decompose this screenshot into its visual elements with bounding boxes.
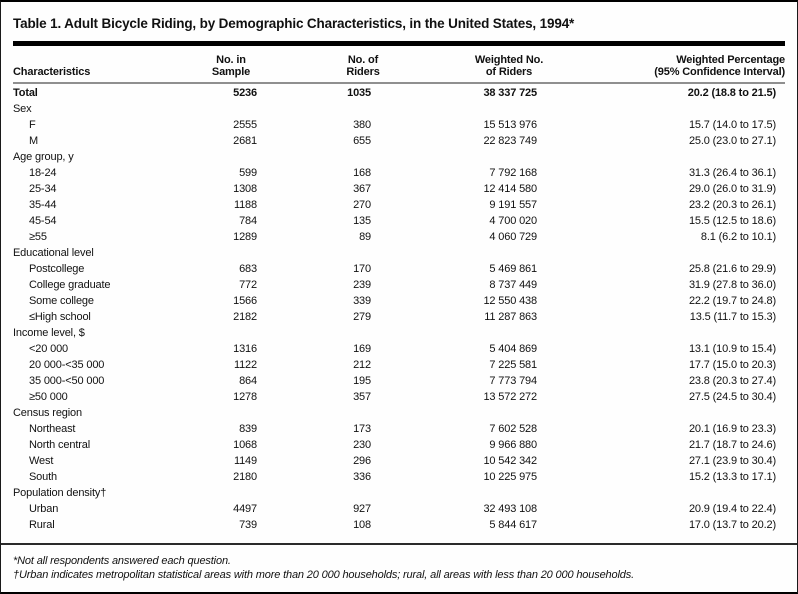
cell-weighted-no: 10 225 975 (483, 471, 537, 483)
cell-characteristic: ≤High school (29, 311, 91, 323)
cell-weighted-no: 15 513 976 (483, 119, 537, 131)
table-row (13, 181, 787, 197)
column-header-no-in-sample (212, 54, 250, 78)
cell-no-of-riders (257, 485, 371, 501)
cell-weighted-no: 22 823 749 (483, 135, 537, 147)
table-row (13, 309, 787, 325)
cell-no-of-riders: 173 (353, 423, 371, 435)
cell-characteristic: Educational level (13, 247, 94, 259)
cell-no-of-riders: 357 (353, 391, 371, 403)
cell-characteristic: Sex (13, 103, 32, 115)
cell-no-in-sample: 864 (239, 375, 257, 387)
cell-no-in-sample: 2182 (233, 311, 257, 323)
table-body (13, 85, 787, 533)
cell-weighted-percentage: 13.5 (11.7 to 15.3) (689, 311, 776, 323)
cell-weighted-no: 5 844 617 (489, 519, 537, 531)
cell-no-of-riders: 212 (353, 359, 371, 371)
cell-characteristic: 45-54 (29, 215, 57, 227)
cell-no-of-riders: 339 (353, 295, 371, 307)
cell-weighted-percentage: 20.9 (19.4 to 22.4) (688, 503, 776, 515)
cell-weighted-no (371, 325, 537, 341)
table-row (13, 101, 787, 117)
cell-weighted-no: 8 737 449 (489, 279, 537, 291)
table-row (13, 197, 787, 213)
cell-no-of-riders: 279 (353, 311, 371, 323)
cell-no-of-riders: 1035 (347, 87, 371, 99)
cell-no-of-riders: 195 (353, 375, 371, 387)
table-row (13, 517, 787, 533)
cell-no-of-riders: 270 (353, 199, 371, 211)
header-line-1: No. of (347, 54, 379, 66)
cell-characteristic: North central (29, 439, 91, 451)
table-row (13, 213, 787, 229)
header-line-2: Sample (211, 66, 251, 78)
demographics-table (13, 85, 787, 533)
cell-weighted-no: 38 337 725 (483, 87, 537, 99)
cell-no-in-sample (163, 149, 257, 165)
footnotes (1, 545, 797, 582)
cell-weighted-no: 7 602 528 (489, 423, 537, 435)
cell-weighted-percentage (537, 245, 787, 261)
cell-no-in-sample (163, 325, 257, 341)
footnote-asterisk: *Not all respondents answered each question. (13, 555, 231, 567)
cell-no-of-riders: 135 (353, 215, 371, 227)
table-row (13, 501, 787, 517)
cell-weighted-percentage: 20.2 (18.8 to 21.5) (687, 87, 776, 99)
cell-no-of-riders: 296 (353, 455, 371, 467)
cell-no-in-sample: 683 (239, 263, 257, 275)
column-header-weighted-percentage (654, 54, 785, 78)
cell-no-in-sample (163, 405, 257, 421)
cell-characteristic: 35 000-<50 000 (29, 375, 105, 387)
cell-weighted-percentage (537, 325, 787, 341)
cell-no-in-sample: 1308 (233, 183, 257, 195)
cell-weighted-no: 5 404 869 (489, 343, 537, 355)
cell-no-in-sample: 1316 (233, 343, 257, 355)
cell-characteristic: Population density† (13, 487, 107, 499)
table-row (13, 373, 787, 389)
table-row (13, 325, 787, 341)
table-row (13, 293, 787, 309)
cell-weighted-no: 12 414 580 (483, 183, 537, 195)
cell-weighted-no (371, 101, 537, 117)
cell-no-in-sample (163, 101, 257, 117)
cell-weighted-no: 9 966 880 (489, 439, 537, 451)
cell-characteristic: Postcollege (29, 263, 85, 275)
cell-weighted-percentage (537, 405, 787, 421)
cell-no-in-sample (163, 485, 257, 501)
cell-no-in-sample: 784 (239, 215, 257, 227)
column-header-characteristics: Characteristics (13, 66, 91, 78)
table-row (13, 421, 787, 437)
cell-weighted-percentage (537, 101, 787, 117)
cell-weighted-percentage: 17.0 (13.7 to 20.2) (688, 519, 776, 531)
cell-no-of-riders: 89 (359, 231, 371, 243)
header-line-1: No. in (216, 54, 246, 66)
cell-no-in-sample: 4497 (233, 503, 257, 515)
cell-weighted-no: 10 542 342 (483, 455, 537, 467)
table-row (13, 469, 787, 485)
header-line-2: (95% Confidence Interval) (654, 66, 785, 78)
cell-no-of-riders: 655 (353, 135, 371, 147)
cell-no-of-riders: 169 (353, 343, 371, 355)
cell-characteristic: Some college (29, 295, 94, 307)
column-header-no-of-riders (346, 54, 379, 78)
cell-no-in-sample: 599 (239, 167, 257, 179)
table-row (13, 245, 787, 261)
cell-characteristic: ≥55 (29, 231, 47, 243)
cell-weighted-percentage: 20.1 (16.9 to 23.3) (688, 423, 776, 435)
cell-no-of-riders: 108 (353, 519, 371, 531)
cell-characteristic: College graduate (29, 279, 111, 291)
cell-characteristic: 25-34 (29, 183, 57, 195)
cell-weighted-percentage (537, 485, 787, 501)
cell-weighted-no: 7 792 168 (489, 167, 537, 179)
cell-no-of-riders: 170 (353, 263, 371, 275)
cell-no-of-riders: 380 (353, 119, 371, 131)
cell-weighted-no: 9 191 557 (489, 199, 537, 211)
cell-no-of-riders: 336 (353, 471, 371, 483)
header-line-2: of Riders (485, 66, 533, 78)
cell-weighted-percentage: 8.1 (6.2 to 10.1) (700, 231, 776, 243)
cell-weighted-no (371, 245, 537, 261)
table-row (13, 341, 787, 357)
cell-weighted-no: 4 060 729 (489, 231, 537, 243)
cell-weighted-no: 32 493 108 (483, 503, 537, 515)
cell-weighted-percentage: 17.7 (15.0 to 20.3) (688, 359, 776, 371)
cell-weighted-no (371, 149, 537, 165)
cell-weighted-percentage: 23.8 (20.3 to 27.4) (688, 375, 776, 387)
cell-characteristic: Northeast (29, 423, 76, 435)
cell-no-of-riders (257, 325, 371, 341)
cell-weighted-no: 7 225 581 (489, 359, 537, 371)
cell-characteristic: Total (13, 87, 38, 99)
cell-weighted-no: 12 550 438 (483, 295, 537, 307)
cell-no-in-sample: 1068 (233, 439, 257, 451)
cell-weighted-percentage: 15.5 (12.5 to 18.6) (688, 215, 776, 227)
cell-no-in-sample: 1188 (233, 199, 257, 211)
cell-characteristic: ≥50 000 (29, 391, 68, 403)
footnote-dagger: †Urban indicates metropolitan statistical areas with more than 20 000 households; rural, all areas with less than 20 000 households. (13, 569, 635, 581)
cell-weighted-percentage (537, 149, 787, 165)
cell-weighted-percentage: 31.9 (27.8 to 36.0) (688, 279, 776, 291)
cell-weighted-percentage: 21.7 (18.7 to 24.6) (688, 439, 776, 451)
table-row (13, 165, 787, 181)
table-row (13, 149, 787, 165)
cell-weighted-percentage: 27.5 (24.5 to 30.4) (688, 391, 776, 403)
cell-weighted-no: 7 773 794 (489, 375, 537, 387)
cell-no-in-sample: 5236 (233, 87, 257, 99)
cell-weighted-percentage: 15.7 (14.0 to 17.5) (688, 119, 776, 131)
cell-characteristic: Age group, y (13, 151, 74, 163)
cell-weighted-no: 4 700 020 (489, 215, 537, 227)
cell-no-of-riders (257, 149, 371, 165)
column-header-weighted-no-of-riders (475, 54, 543, 78)
cell-characteristic: Income level, $ (13, 327, 85, 339)
table-header-row (13, 46, 785, 82)
cell-no-in-sample: 1149 (233, 455, 257, 467)
cell-characteristic: M (29, 135, 39, 147)
cell-weighted-no (371, 405, 537, 421)
cell-weighted-no: 11 287 863 (484, 311, 537, 323)
header-line-1: Weighted Percentage (676, 54, 785, 66)
table-title: Table 1. Adult Bicycle Riding, by Demographic Characteristics, in the United States, 1994* (13, 16, 575, 31)
cell-characteristic: West (29, 455, 54, 467)
cell-characteristic: Census region (13, 407, 82, 419)
cell-weighted-percentage: 25.8 (21.6 to 29.9) (688, 263, 776, 275)
table-row (13, 261, 787, 277)
cell-no-of-riders: 239 (353, 279, 371, 291)
table-row (13, 229, 787, 245)
cell-no-in-sample: 739 (239, 519, 257, 531)
cell-weighted-no (371, 485, 537, 501)
cell-no-of-riders: 230 (353, 439, 371, 451)
cell-no-of-riders (257, 245, 371, 261)
cell-no-in-sample: 1278 (233, 391, 257, 403)
cell-characteristic: F (29, 119, 36, 131)
cell-weighted-percentage: 13.1 (10.9 to 15.4) (688, 343, 776, 355)
table-row (13, 485, 787, 501)
cell-weighted-percentage: 27.1 (23.9 to 30.4) (688, 455, 776, 467)
cell-weighted-percentage: 23.2 (20.3 to 26.1) (688, 199, 776, 211)
cell-no-in-sample: 2555 (233, 119, 257, 131)
header-bottom-rule (13, 82, 785, 84)
cell-characteristic: Rural (29, 519, 55, 531)
cell-characteristic: 20 000-<35 000 (29, 359, 105, 371)
cell-no-in-sample: 772 (239, 279, 257, 291)
table-row (13, 117, 787, 133)
cell-no-in-sample: 1122 (233, 359, 257, 371)
cell-no-in-sample (163, 245, 257, 261)
cell-no-in-sample: 2180 (233, 471, 257, 483)
table-row (13, 277, 787, 293)
cell-weighted-no: 5 469 861 (489, 263, 537, 275)
cell-characteristic: South (29, 471, 57, 483)
table-row (13, 133, 787, 149)
cell-characteristic: Urban (29, 503, 59, 515)
cell-no-of-riders: 367 (353, 183, 371, 195)
cell-weighted-percentage: 29.0 (26.0 to 31.9) (688, 183, 776, 195)
cell-no-of-riders (257, 405, 371, 421)
cell-no-of-riders: 168 (353, 167, 371, 179)
cell-no-in-sample: 2681 (233, 135, 257, 147)
cell-no-of-riders (257, 101, 371, 117)
table-row (13, 405, 787, 421)
cell-no-of-riders: 927 (353, 503, 371, 515)
cell-weighted-percentage: 31.3 (26.4 to 36.1) (688, 167, 776, 179)
table-row (13, 389, 787, 405)
cell-characteristic: <20 000 (29, 343, 69, 355)
cell-characteristic: 35-44 (29, 199, 57, 211)
header-line-2: Riders (346, 66, 380, 78)
table-row (13, 85, 787, 101)
cell-characteristic: 18-24 (29, 167, 57, 179)
cell-weighted-percentage: 22.2 (19.7 to 24.8) (688, 295, 776, 307)
table-row (13, 357, 787, 373)
cell-weighted-percentage: 15.2 (13.3 to 17.1) (688, 471, 776, 483)
cell-weighted-percentage: 25.0 (23.0 to 27.1) (688, 135, 776, 147)
cell-no-in-sample: 1566 (233, 295, 257, 307)
header-line-1: Weighted No. (474, 54, 544, 66)
cell-no-in-sample: 1289 (233, 231, 257, 243)
table-row (13, 437, 787, 453)
table-row (13, 453, 787, 469)
cell-weighted-no: 13 572 272 (483, 391, 537, 403)
cell-no-in-sample: 839 (239, 423, 257, 435)
